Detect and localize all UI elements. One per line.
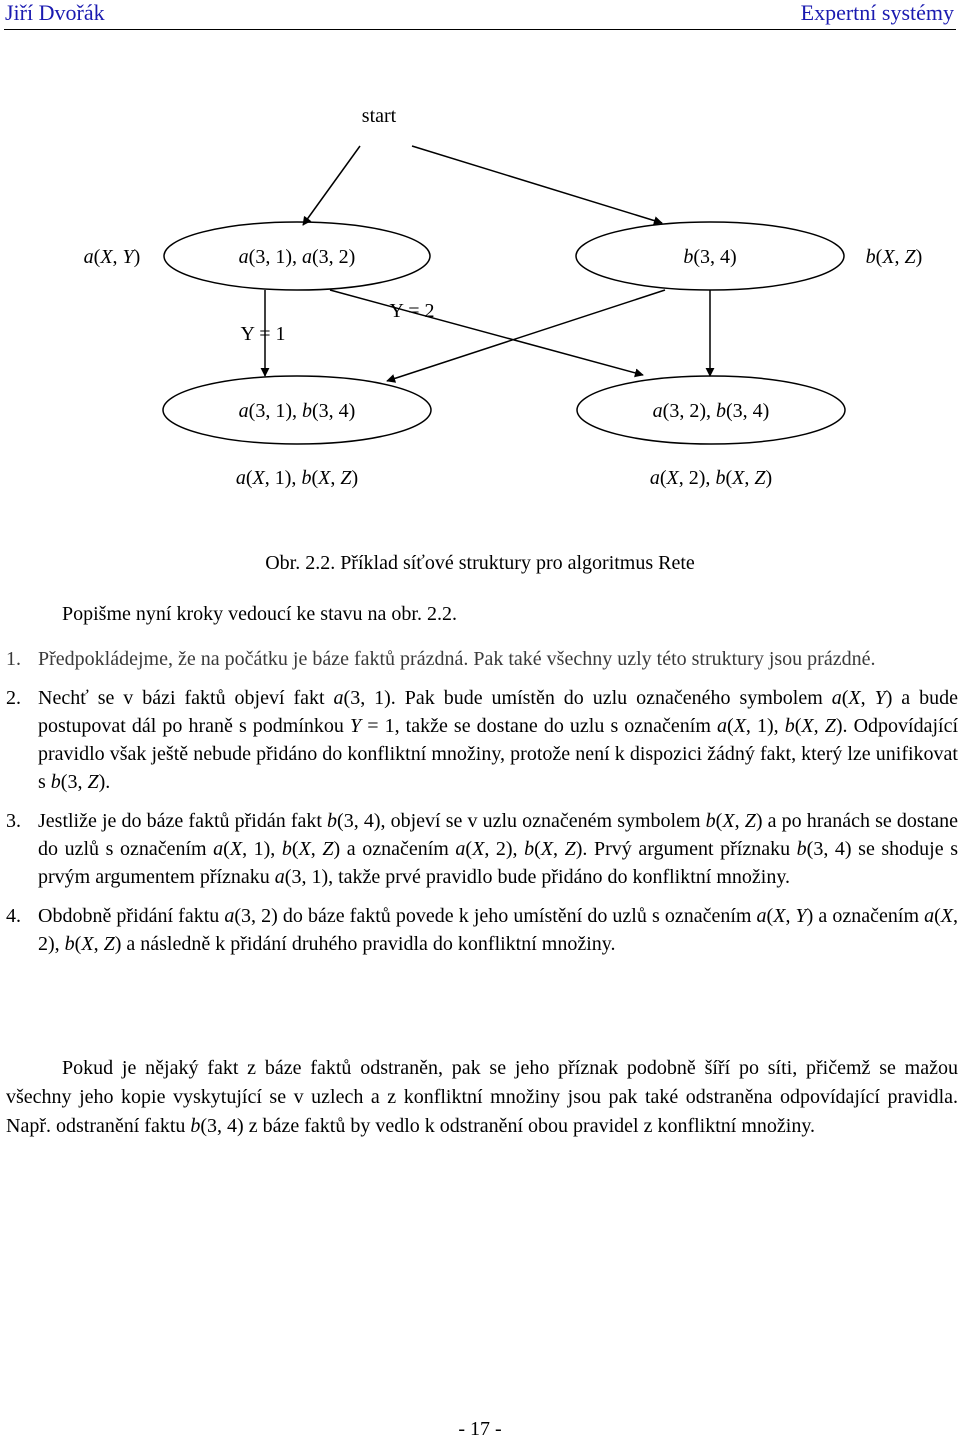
node-c1-pattern: a(X, 1), b(X, Z) — [235, 467, 359, 489]
rete-network-diagram — [0, 0, 960, 540]
edge-start-to-b — [412, 146, 662, 223]
steps-list — [6, 645, 958, 969]
header-author: Jiří Dvořák — [5, 0, 105, 25]
list-item — [6, 684, 958, 796]
node-c1-content: a(3, 1), b(3, 4) — [238, 400, 356, 422]
list-item — [6, 902, 958, 958]
list-item-number: 3. — [6, 810, 21, 832]
node-c2-pattern: a(X, 2), b(X, Z) — [649, 467, 773, 489]
node-b-pattern: b(X, Z) — [865, 246, 923, 268]
header-title: Expertní systémy — [800, 0, 954, 25]
node-a-content: a(3, 1), a(3, 2) — [238, 246, 356, 268]
list-item-number: 4. — [6, 905, 21, 927]
list-item-number: 1. — [6, 648, 21, 670]
intro-sentence: Popišme nyní kroky vedoucí ke stavu na obr. 2.2. — [62, 603, 457, 625]
start-label: start — [361, 105, 397, 127]
edge-start-to-a — [303, 146, 360, 225]
node-c2-content: a(3, 2), b(3, 4) — [652, 400, 770, 422]
closing-paragraph: Pokud je nějaký fakt z báze faktů odstraněn, pak se jeho příznak podobně šíří po síti, přičemž se mažou všechny jeho kopie vyskytující se v uzlech a z konfliktní množiny jsou pak také odstraněna odpovídající pravidla. Např. odstranění faktu b(3, 4) z báze faktů by vedlo k odstranění obou pravidel z konfliktní množiny. — [6, 1057, 958, 1137]
list-item — [6, 645, 958, 673]
condition-y1: Y = 1 — [240, 323, 286, 345]
page-number: - 17 - — [458, 1418, 502, 1440]
list-item-text: Předpokládejme, že na počátku je báze faktů prázdná. Pak také všechny uzly této struktury jsou prázdné. — [38, 648, 876, 670]
list-item-text: Nechť se v bázi faktů objeví fakt a(3, 1). Pak bude umístěn do uzlu označeného symbolem a(X, Y) a bude postupovat dál po hraně s podmínkou Y = 1, takže se dostane do uzlu s označením a(X, 1), b(X, Z). Odpovídající pravidlo však ještě nebude přidáno do konfliktní množiny, protože není k dispozici žádný fakt, který lze unifikovat s b(3, Z). — [38, 687, 959, 793]
list-item-text: Obdobně přidání faktu a(3, 2) do báze faktů povede k jeho umístění do uzlů s označením a(X, Y) a označením a(X, 2), b(X, Z) a následně k přidání druhého pravidla do konfliktní množiny. — [38, 905, 958, 955]
figure-caption: Obr. 2.2. Příklad síťové struktury pro algoritmus Rete — [265, 552, 695, 574]
condition-y2: Y = 2 — [389, 300, 435, 322]
node-b-content: b(3, 4) — [683, 246, 737, 268]
list-item-text: Jestliže je do báze faktů přidán fakt b(3, 4), objeví se v uzlu označeném symbolem b(X, Z) a po hranách se dostane do uzlů s označením a(X, 1), b(X, Z) a označením a(X, 2), b(X, Z). Prvý argument příznaku b(3, 4) se shoduje s prvým argumentem příznaku a(3, 1), takže prvé pravidlo bude přidáno do konfliktní množiny. — [38, 810, 958, 888]
node-a-pattern: a(X, Y) — [83, 246, 141, 268]
list-item-number: 2. — [6, 687, 21, 709]
list-item — [6, 807, 958, 891]
edge-a-to-c2 — [330, 290, 643, 375]
